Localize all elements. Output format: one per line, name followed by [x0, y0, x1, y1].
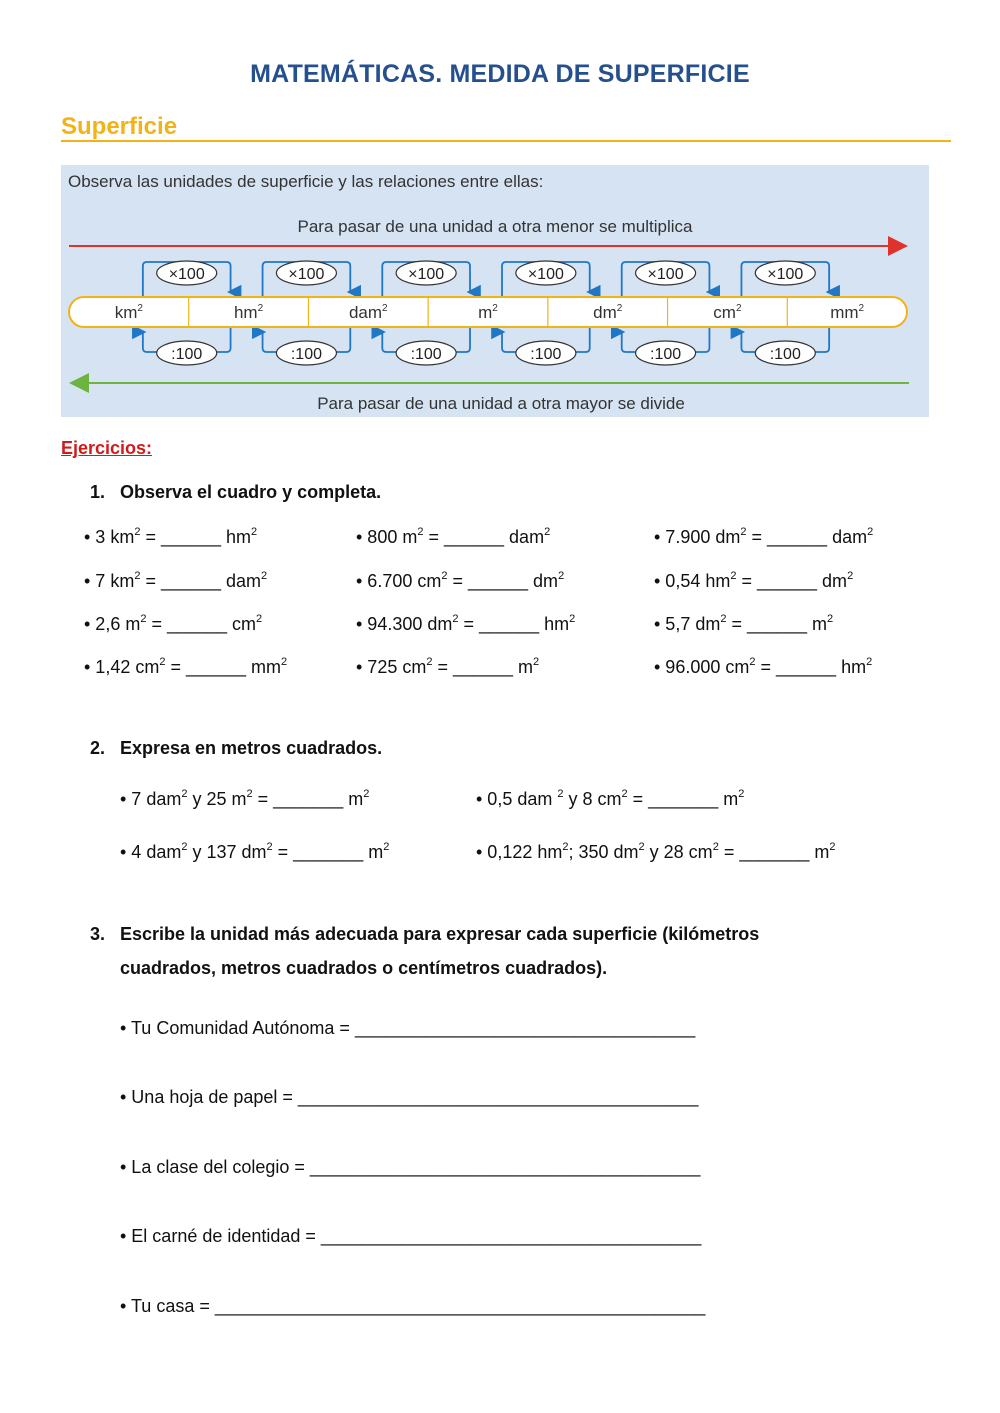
exponent: 2 [452, 613, 459, 625]
item-quantity: • 0,54 hm [654, 571, 731, 591]
exponent: 2 [638, 841, 645, 853]
exercise1-item [84, 657, 287, 678]
exponent: 2 [749, 656, 756, 668]
exponent: 2 [181, 841, 188, 853]
exponent: 2 [426, 656, 433, 668]
unit-label-dam: dam$^2$ [348, 303, 388, 322]
exercise1-number: 1. [90, 482, 106, 502]
exponent: 2 [181, 788, 188, 800]
diagram-bottom-caption: Para pasar de una unidad a otra mayor se divide [317, 394, 685, 413]
units-diagram-svg [61, 165, 929, 417]
exponent: 2 [562, 841, 569, 853]
divide-label: :100 [290, 346, 322, 363]
item-quantity: y 28 cm [644, 842, 713, 862]
exercise1-item [356, 527, 550, 548]
item-quantity: ; 350 dm [568, 842, 639, 862]
item-answer-blank[interactable]: = ______ hm [458, 614, 570, 634]
item-answer-blank[interactable]: = ______ m [726, 614, 828, 634]
exponent: 2 [417, 526, 424, 538]
exercise3-item[interactable]: • La clase del colegio = _______________________________________ [120, 1157, 701, 1177]
item-quantity: y 137 dm [187, 842, 267, 862]
divide-label: :100 [650, 346, 682, 363]
item-quantity: y 8 cm [563, 789, 622, 809]
exponent: 2 [740, 526, 747, 538]
item-quantity: • 6.700 cm [356, 571, 442, 591]
exponent: 2 [738, 788, 745, 800]
item-answer-blank[interactable]: = ______ cm [146, 614, 257, 634]
exercise2-heading [90, 738, 382, 759]
exponent: 2 [621, 788, 628, 800]
item-answer-blank[interactable]: = ______ dam [746, 527, 868, 547]
item-quantity: • 7.900 dm [654, 527, 741, 547]
exercise3-item[interactable]: • Una hoja de papel = ________________________________________ [120, 1087, 699, 1107]
exercise2-item [476, 789, 744, 810]
exercise2-number: 2. [90, 738, 106, 758]
item-answer-blank[interactable]: = _______ m [718, 842, 830, 862]
divide-label: :100 [410, 346, 442, 363]
exercise1-item [356, 614, 575, 635]
item-answer-blank[interactable]: = ______ hm [755, 657, 867, 677]
exponent: 2 [363, 788, 370, 800]
exercise3-number: 3. [90, 924, 106, 944]
exponent: 2 [251, 526, 258, 538]
item-quantity: • 725 cm [356, 657, 427, 677]
exercises-label: Ejercicios: [61, 438, 153, 458]
exercise1-item [84, 527, 257, 548]
exponent: 2 [533, 656, 540, 668]
exponent: 2 [827, 613, 834, 625]
exponent: 2 [441, 570, 448, 582]
exponent: 2 [569, 613, 576, 625]
item-quantity: • 800 m [356, 527, 418, 547]
item-answer-blank[interactable]: = ______ dm [447, 571, 559, 591]
exponent: 2 [867, 526, 874, 538]
divide-label: :100 [769, 346, 801, 363]
exponent: 2 [256, 613, 263, 625]
exercise3-heading-line2: cuadrados, metros cuadrados o centímetros cuadrados). [120, 958, 608, 978]
exponent: 2 [544, 526, 551, 538]
exponent: 2 [140, 613, 147, 625]
exponent: 2 [266, 841, 273, 853]
item-quantity: • 7 dam [120, 789, 182, 809]
item-answer-blank[interactable]: = ______ hm [140, 527, 252, 547]
multiply-label: ×100 [408, 266, 445, 283]
multiply-label: ×100 [168, 266, 205, 283]
exercise1-item [84, 571, 267, 592]
item-quantity: • 0,122 hm [476, 842, 563, 862]
exponent: 2 [829, 841, 836, 853]
exponent: 2 [246, 788, 253, 800]
unit-label-hm: $hm^2$ [233, 303, 264, 322]
unit-label-m: $m^2$ [478, 303, 498, 322]
multiply-label: ×100 [767, 266, 804, 283]
exponent: 2 [720, 613, 727, 625]
multiply-label: ×100 [527, 266, 564, 283]
section-divider [61, 140, 951, 142]
exercise3-heading [90, 924, 759, 945]
item-answer-blank[interactable]: = _______ m [627, 789, 739, 809]
item-answer-blank[interactable]: = _______ m [272, 842, 384, 862]
item-quantity: y 25 m [187, 789, 247, 809]
page-title: MATEMÁTICAS. MEDIDA DE SUPERFICIE [250, 60, 750, 88]
item-quantity: • 94.300 dm [356, 614, 453, 634]
item-answer-blank[interactable]: = _______ m [252, 789, 364, 809]
multiply-label: ×100 [288, 266, 325, 283]
item-answer-blank[interactable]: = ______ dam [423, 527, 545, 547]
item-quantity: • 3 km [84, 527, 135, 547]
exponent: 2 [712, 841, 719, 853]
item-answer-blank[interactable]: = ______ mm [165, 657, 282, 677]
exercise3-item[interactable]: • El carné de identidad = ______________________________________ [120, 1226, 702, 1246]
exercise2-heading-text: Expresa en metros cuadrados. [120, 738, 383, 758]
exponent: 2 [383, 841, 390, 853]
exercise2-item [476, 842, 836, 863]
exponent: 2 [281, 656, 288, 668]
item-quantity: • 5,7 dm [654, 614, 721, 634]
exponent: 2 [730, 570, 737, 582]
exercise1-item [654, 527, 873, 548]
multiply-label: ×100 [647, 266, 684, 283]
divide-label: :100 [530, 346, 562, 363]
unit-label-km: $km^2$ [114, 303, 143, 322]
section-title: Superficie [61, 113, 178, 140]
exponent: 2 [159, 656, 166, 668]
exercise1-item [356, 657, 539, 678]
item-quantity: • 0,5 dam [476, 789, 558, 809]
unit-label-dm: $dm^2$ [593, 303, 623, 322]
exercise1-item [84, 614, 262, 635]
exercise1-heading [90, 482, 381, 503]
exercise1-item [654, 657, 872, 678]
exercise3-item[interactable]: • Tu casa = _________________________________________________ [120, 1296, 706, 1316]
item-quantity: • 2,6 m [84, 614, 141, 634]
exponent: 2 [134, 526, 141, 538]
diagram-intro: Observa las unidades de superficie y las relaciones entre ellas: [68, 172, 544, 191]
exercise3-item[interactable]: • Tu Comunidad Autónoma = __________________________________ [120, 1018, 696, 1038]
units-diagram [61, 165, 929, 417]
exponent: 2 [134, 570, 141, 582]
exercise2-item [120, 789, 369, 810]
exercise1-item [356, 571, 564, 592]
exercise1-item [654, 614, 833, 635]
exponent: 2 [847, 570, 854, 582]
item-answer-blank[interactable]: = ______ dm [736, 571, 848, 591]
diagram-top-caption: Para pasar de una unidad a otra menor se multiplica [297, 217, 693, 236]
exercise1-item [654, 571, 853, 592]
exponent: 2 [558, 570, 565, 582]
item-quantity: • 1,42 cm [84, 657, 160, 677]
exponent: 2 [261, 570, 268, 582]
unit-label-cm: $cm^2$ [713, 303, 742, 322]
divide-label: :100 [171, 346, 203, 363]
exponent: 2 [866, 656, 873, 668]
exponent: 2 [557, 788, 564, 800]
unit-label-mm: $mm^2$ [830, 303, 865, 322]
exercise3-heading-line1: Escribe la unidad más adecuada para expresar cada superficie (kilómetros [120, 924, 760, 944]
item-answer-blank[interactable]: = ______ m [432, 657, 534, 677]
item-quantity: • 4 dam [120, 842, 182, 862]
item-quantity: • 96.000 cm [654, 657, 750, 677]
exercise1-heading-text: Observa el cuadro y completa. [120, 482, 382, 502]
item-answer-blank[interactable]: = ______ dam [140, 571, 262, 591]
exercise2-item [120, 842, 389, 863]
item-quantity: • 7 km [84, 571, 135, 591]
